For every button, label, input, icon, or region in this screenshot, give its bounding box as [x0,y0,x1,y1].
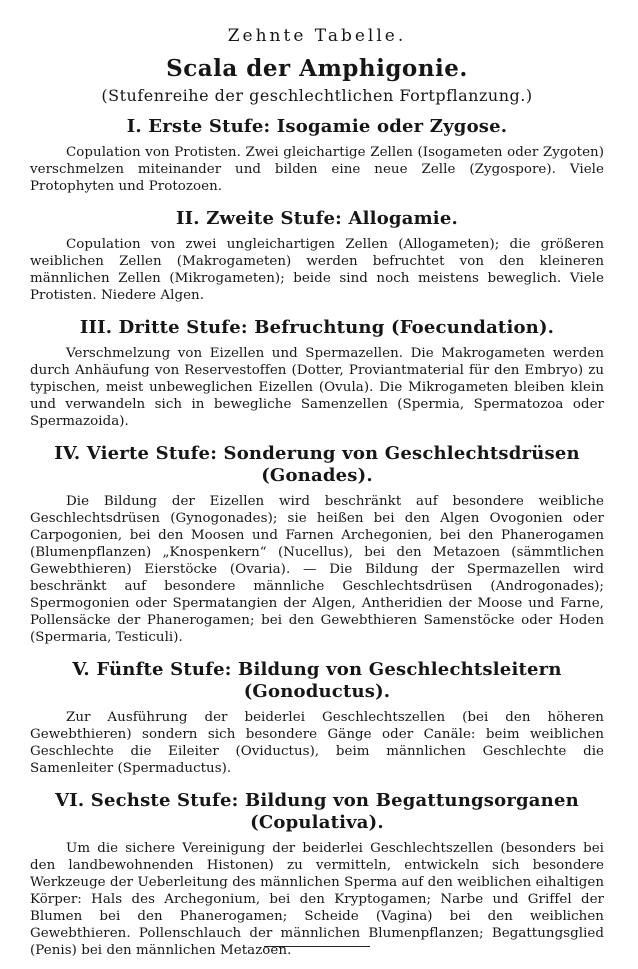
stage-5 [30,659,604,777]
stage-5-heading: V. Fünfte Stufe: Bildung von Geschlechtsleitern (Gonoductus). [72,659,562,702]
stage-4-text: Die Bildung der Eizellen wird beschränkt auf besondere weibliche Geschlechtsdrüsen (Gynogonades); sie heißen bei den Algen Ovogonien oder Carpogonien, bei den Moosen und Farnen Archegonien, bei den Phanerogamen (Blumenpflanzen) „Knospenkern“ (Nucellus), bei den Metazoen (sämmtlichen Gewebthieren) Eierstöcke (Ovaria). — Die Bildung der Spermazellen wird beschränkt auf besondere männliche Geschlechtsdrüsen (Androgonades); Spermogonien oder Spermatangien der Algen, Antheridien der Moose und Farne, Pollensäcke der Phanerogamen; bei den Gewebthieren Samenstöcke oder Hoden (Spermaria, Testiculi). [30,494,604,645]
stage-6-text: Um die sichere Vereinigung der beiderlei Geschlechtszellen (besonders bei den landbewohnenden Histonen) zu vermitteln, entwickeln sich besondere Werkzeuge der Ueberleitung des männlichen Sperma auf den weiblichen eihaltigen Körper: Hals des Archegonium, bei den Kryptogamen; Narbe und Griffel der Blumen bei den Phanerogamen; Scheide (Vagina) bei den weiblichen Gewebthieren. Pollenschlauch der männlichen Blumenpflanzen; Begattungsglied (Penis) bei den männlichen Metazoen. [30,841,604,958]
stage-2-text: Copulation von zwei ungleichartigen Zellen (Allogameten); die größeren weiblichen Zellen (Makrogameten) werden befruchtet von den kleineren männlichen Zellen (Mikrogameten); beide sind noch meistens beweglich. Viele Protisten. Niedere Algen. [30,237,604,303]
page-title: Scala der Amphigonie. [166,55,468,82]
stage-1-heading: I. Erste Stufe: Isogamie oder Zygose. [126,116,508,137]
page-subtitle: (Stufenreihe der geschlechtlichen Fortpflanzung.) [101,86,533,105]
stage-3-heading: III. Dritte Stufe: Befruchtung (Foecundation). [79,317,555,338]
stage-1 [30,116,604,195]
stage-3 [30,317,604,430]
stage-1-text: Copulation von Protisten. Zwei gleichartige Zellen (Isogameten oder Zygoten) verschmelzen miteinander und bilden eine neue Zelle (Zygospore). Viele Protophyten und Protozoen. [30,145,604,194]
stage-6-heading: VI. Sechste Stufe: Bildung von Begattungsorganen (Copulativa). [55,790,579,833]
stage-3-text: Verschmelzung von Eizellen und Spermazellen. Die Makrogameten werden durch Anhäufung von Reservestoffen (Dotter, Proviantmaterial für den Embryo) zu typischen, meist unbeweglichen Eizellen (Ovula). Die Mikrogameten bleiben klein und verwandeln sich in bewegliche Samenzellen (Spermia, Spermatozoa oder Spermazoida). [30,346,604,429]
stage-4-heading: IV. Vierte Stufe: Sonderung von Geschlechtsdrüsen (Gonades). [54,443,580,486]
end-divider [264,946,370,947]
stage-2 [30,208,604,304]
stage-6 [30,790,604,959]
stage-2-heading: II. Zweite Stufe: Allogamie. [176,208,458,229]
table-number: Zehnte Tabelle. [227,26,407,46]
stage-5-text: Zur Ausführung der beiderlei Geschlechtszellen (bei den höheren Gewebthieren) sondern sich besondere Gänge oder Canäle: beim weiblichen Geschlechte die Eileiter (Oviductus), beim männlichen Geschlechte die Samenleiter (Spermaductus). [30,710,604,776]
stage-4 [30,443,604,646]
